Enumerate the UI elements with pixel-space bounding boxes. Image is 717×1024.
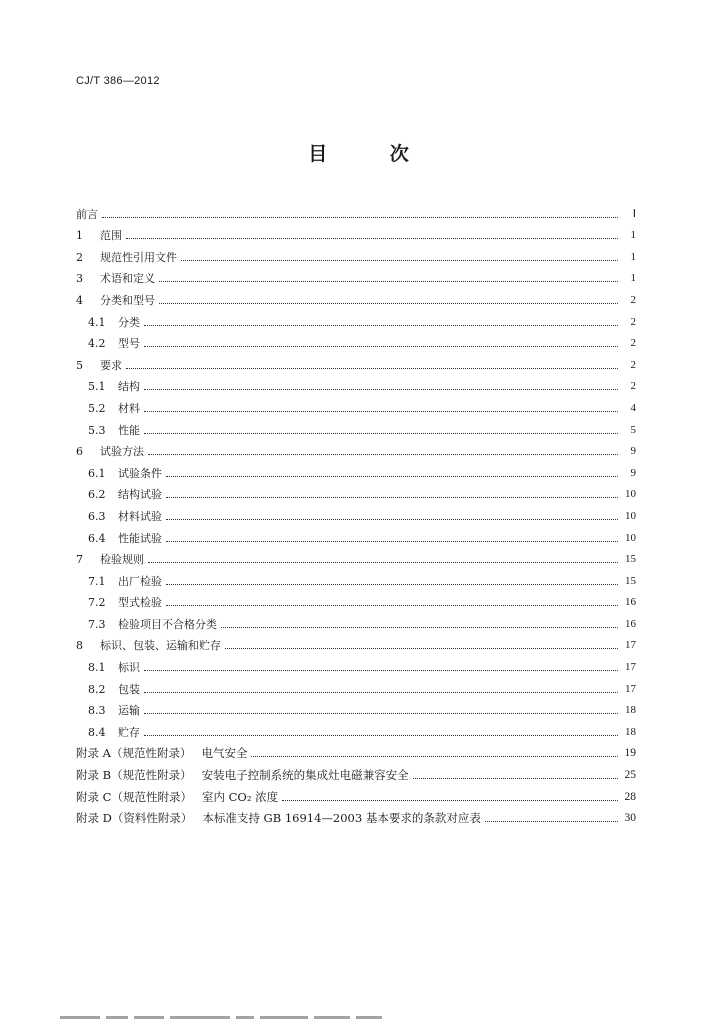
toc-entry-number: 4.1 — [88, 315, 106, 329]
toc-dot-leader — [282, 799, 618, 801]
toc-entry-number: 8.3 — [88, 704, 106, 718]
toc-dot-leader — [413, 777, 618, 779]
toc-entry-number: 6.3 — [88, 509, 106, 523]
toc-dot-leader — [166, 518, 618, 520]
toc-dot-leader — [225, 647, 618, 649]
toc-entry-title: 试验条件 — [118, 466, 162, 480]
toc-entry[interactable] — [76, 285, 636, 307]
toc-entry-title: 范围 — [100, 229, 122, 243]
toc-entry-page: 5 — [630, 423, 636, 436]
toc-entry[interactable] — [76, 437, 636, 459]
toc-dot-leader — [166, 540, 618, 542]
toc-dot-leader — [144, 345, 618, 347]
toc-entry-number: 附录 A（规范性附录） — [76, 746, 192, 761]
toc-entry-number: 7.1 — [88, 574, 106, 588]
toc-entry-page: 15 — [625, 553, 636, 566]
toc-entry-title: 安装电子控制系统的集成灶电磁兼容安全 — [201, 768, 409, 783]
toc-entry-title: 本标准支持 GB 16914—2003 基本要求的条款对应表 — [202, 811, 481, 826]
toc-entry[interactable] — [76, 350, 636, 372]
toc-entry[interactable] — [76, 760, 636, 782]
toc-entry-title: 材料 — [118, 401, 140, 415]
toc-entry-title: 要求 — [100, 358, 122, 372]
page-title: 目 次 — [308, 143, 437, 165]
toc-entry[interactable] — [76, 307, 636, 329]
toc-dot-leader — [144, 734, 618, 736]
toc-dot-leader — [181, 259, 618, 261]
toc-dot-leader — [126, 237, 618, 239]
toc-entry-title: 前言 — [76, 207, 98, 221]
toc-entry-title: 包装 — [118, 682, 140, 696]
toc-entry[interactable] — [76, 717, 636, 739]
toc-entry-page: 16 — [625, 596, 636, 609]
toc-entry-title: 性能试验 — [118, 531, 162, 545]
toc-dot-leader — [144, 432, 618, 434]
toc-entry-number: 4.2 — [88, 337, 106, 351]
table-of-contents — [76, 199, 636, 825]
toc-entry-page: 10 — [625, 488, 636, 501]
toc-entry-page: 2 — [630, 337, 636, 350]
toc-entry-title: 检验项目不合格分类 — [118, 617, 217, 631]
toc-entry-number: 5.1 — [88, 380, 106, 394]
toc-entry-title: 材料试验 — [118, 509, 162, 523]
toc-entry-number: 5 — [76, 358, 83, 372]
toc-entry[interactable] — [76, 804, 636, 826]
toc-entry[interactable] — [76, 609, 636, 631]
toc-entry-title: 试验方法 — [100, 445, 144, 459]
toc-entry-number: 3 — [76, 272, 83, 286]
toc-entry-number: 6.4 — [88, 531, 106, 545]
toc-entry[interactable] — [76, 415, 636, 437]
toc-entry-number: 5.3 — [88, 423, 106, 437]
toc-dot-leader — [144, 712, 618, 714]
toc-entry-number: 附录 D（资料性附录） — [76, 811, 193, 826]
toc-entry-title: 贮存 — [118, 725, 140, 739]
toc-entry-page: Ⅰ — [632, 207, 636, 220]
toc-entry-number: 附录 B（规范性附录） — [76, 768, 192, 783]
toc-dot-leader — [485, 820, 618, 822]
toc-dot-leader — [166, 604, 618, 606]
toc-entry[interactable] — [76, 696, 636, 718]
toc-entry-page: 17 — [625, 682, 636, 695]
toc-entry-title: 规范性引用文件 — [100, 250, 177, 264]
toc-entry-title: 结构 — [118, 380, 140, 394]
toc-entry-title: 标识 — [118, 661, 140, 675]
toc-dot-leader — [221, 626, 618, 628]
toc-entry[interactable] — [76, 372, 636, 394]
toc-entry[interactable] — [76, 652, 636, 674]
toc-entry-page: 19 — [624, 747, 636, 760]
toc-entry-number: 1 — [76, 229, 83, 243]
toc-entry-page: 1 — [630, 229, 636, 242]
toc-entry[interactable] — [76, 329, 636, 351]
toc-entry[interactable] — [76, 501, 636, 523]
toc-entry-title: 出厂检验 — [118, 574, 162, 588]
toc-entry[interactable] — [76, 264, 636, 286]
toc-entry-number: 7.2 — [88, 596, 106, 610]
toc-entry-number: 8 — [76, 639, 83, 653]
toc-entry-page: 1 — [630, 272, 636, 285]
toc-entry-page: 16 — [625, 617, 636, 630]
toc-entry-page: 18 — [625, 725, 636, 738]
toc-entry-number: 附录 C（规范性附录） — [76, 789, 192, 804]
toc-entry[interactable] — [76, 588, 636, 610]
toc-entry[interactable] — [76, 782, 636, 804]
toc-entry-title: 检验规则 — [100, 553, 144, 567]
toc-entry-number: 8.4 — [88, 725, 106, 739]
toc-dot-leader — [126, 367, 618, 369]
toc-entry[interactable] — [76, 674, 636, 696]
document-code: CJ/T 386—2012 — [76, 75, 160, 87]
toc-entry-title: 室内 CO₂ 浓度 — [201, 789, 279, 804]
toc-entry-page: 30 — [624, 812, 636, 825]
toc-entry-number: 6.1 — [88, 466, 106, 480]
toc-entry-page: 28 — [624, 790, 636, 803]
toc-entry-number: 6.2 — [88, 488, 106, 502]
toc-dot-leader — [144, 410, 618, 412]
toc-dot-leader — [148, 453, 618, 455]
toc-entry-page: 9 — [630, 445, 636, 458]
toc-entry-number: 8.2 — [88, 682, 106, 696]
toc-entry[interactable] — [76, 523, 636, 545]
toc-entry-title: 型式检验 — [118, 596, 162, 610]
toc-dot-leader — [148, 561, 618, 563]
toc-entry-number: 7 — [76, 553, 83, 567]
toc-entry[interactable] — [76, 221, 636, 243]
toc-dot-leader — [166, 583, 618, 585]
toc-entry-number: 7.3 — [88, 617, 106, 631]
toc-entry-title: 分类和型号 — [100, 293, 155, 307]
toc-dot-leader — [102, 216, 618, 218]
toc-entry-number: 5.2 — [88, 401, 106, 415]
toc-entry-page: 2 — [630, 358, 636, 371]
toc-entry[interactable] — [76, 631, 636, 653]
toc-dot-leader — [144, 691, 618, 693]
toc-entry-title: 分类 — [118, 315, 140, 329]
toc-entry-page: 2 — [630, 315, 636, 328]
toc-entry-page: 9 — [630, 466, 636, 479]
toc-entry-title: 电气安全 — [201, 746, 248, 761]
toc-entry[interactable] — [76, 458, 636, 480]
toc-entry[interactable] — [76, 480, 636, 502]
toc-entry-number: 8.1 — [88, 661, 106, 675]
toc-entry-number: 4 — [76, 293, 83, 307]
toc-entry[interactable] — [76, 566, 636, 588]
toc-entry-number: 6 — [76, 445, 83, 459]
toc-entry-page: 17 — [625, 661, 636, 674]
toc-dot-leader — [159, 302, 618, 304]
toc-entry-title: 型号 — [118, 337, 140, 351]
toc-dot-leader — [251, 755, 618, 757]
toc-entry-page: 4 — [630, 401, 636, 414]
toc-entry-page: 1 — [630, 250, 636, 263]
toc-entry-page: 10 — [625, 531, 636, 544]
toc-dot-leader — [144, 669, 618, 671]
toc-entry[interactable] — [76, 199, 636, 221]
toc-entry[interactable] — [76, 393, 636, 415]
toc-dot-leader — [166, 496, 618, 498]
toc-entry-title: 标识、包装、运输和贮存 — [100, 639, 221, 653]
toc-entry[interactable] — [76, 545, 636, 567]
toc-entry[interactable] — [76, 739, 636, 761]
scan-artifact-strip — [60, 1016, 480, 1020]
toc-entry-page: 2 — [630, 293, 636, 306]
toc-dot-leader — [144, 324, 618, 326]
toc-dot-leader — [159, 280, 618, 282]
toc-dot-leader — [166, 475, 618, 477]
toc-entry-page: 17 — [625, 639, 636, 652]
toc-entry-number: 2 — [76, 250, 83, 264]
toc-entry-page: 25 — [624, 769, 636, 782]
toc-entry-page: 18 — [625, 704, 636, 717]
toc-entry-title: 结构试验 — [118, 488, 162, 502]
toc-entry-title: 运输 — [118, 704, 140, 718]
toc-entry-page: 10 — [625, 509, 636, 522]
toc-dot-leader — [144, 388, 618, 390]
toc-entry[interactable] — [76, 242, 636, 264]
toc-entry-title: 性能 — [118, 423, 140, 437]
toc-entry-page: 2 — [630, 380, 636, 393]
toc-entry-page: 15 — [625, 574, 636, 587]
toc-entry-title: 术语和定义 — [100, 272, 155, 286]
